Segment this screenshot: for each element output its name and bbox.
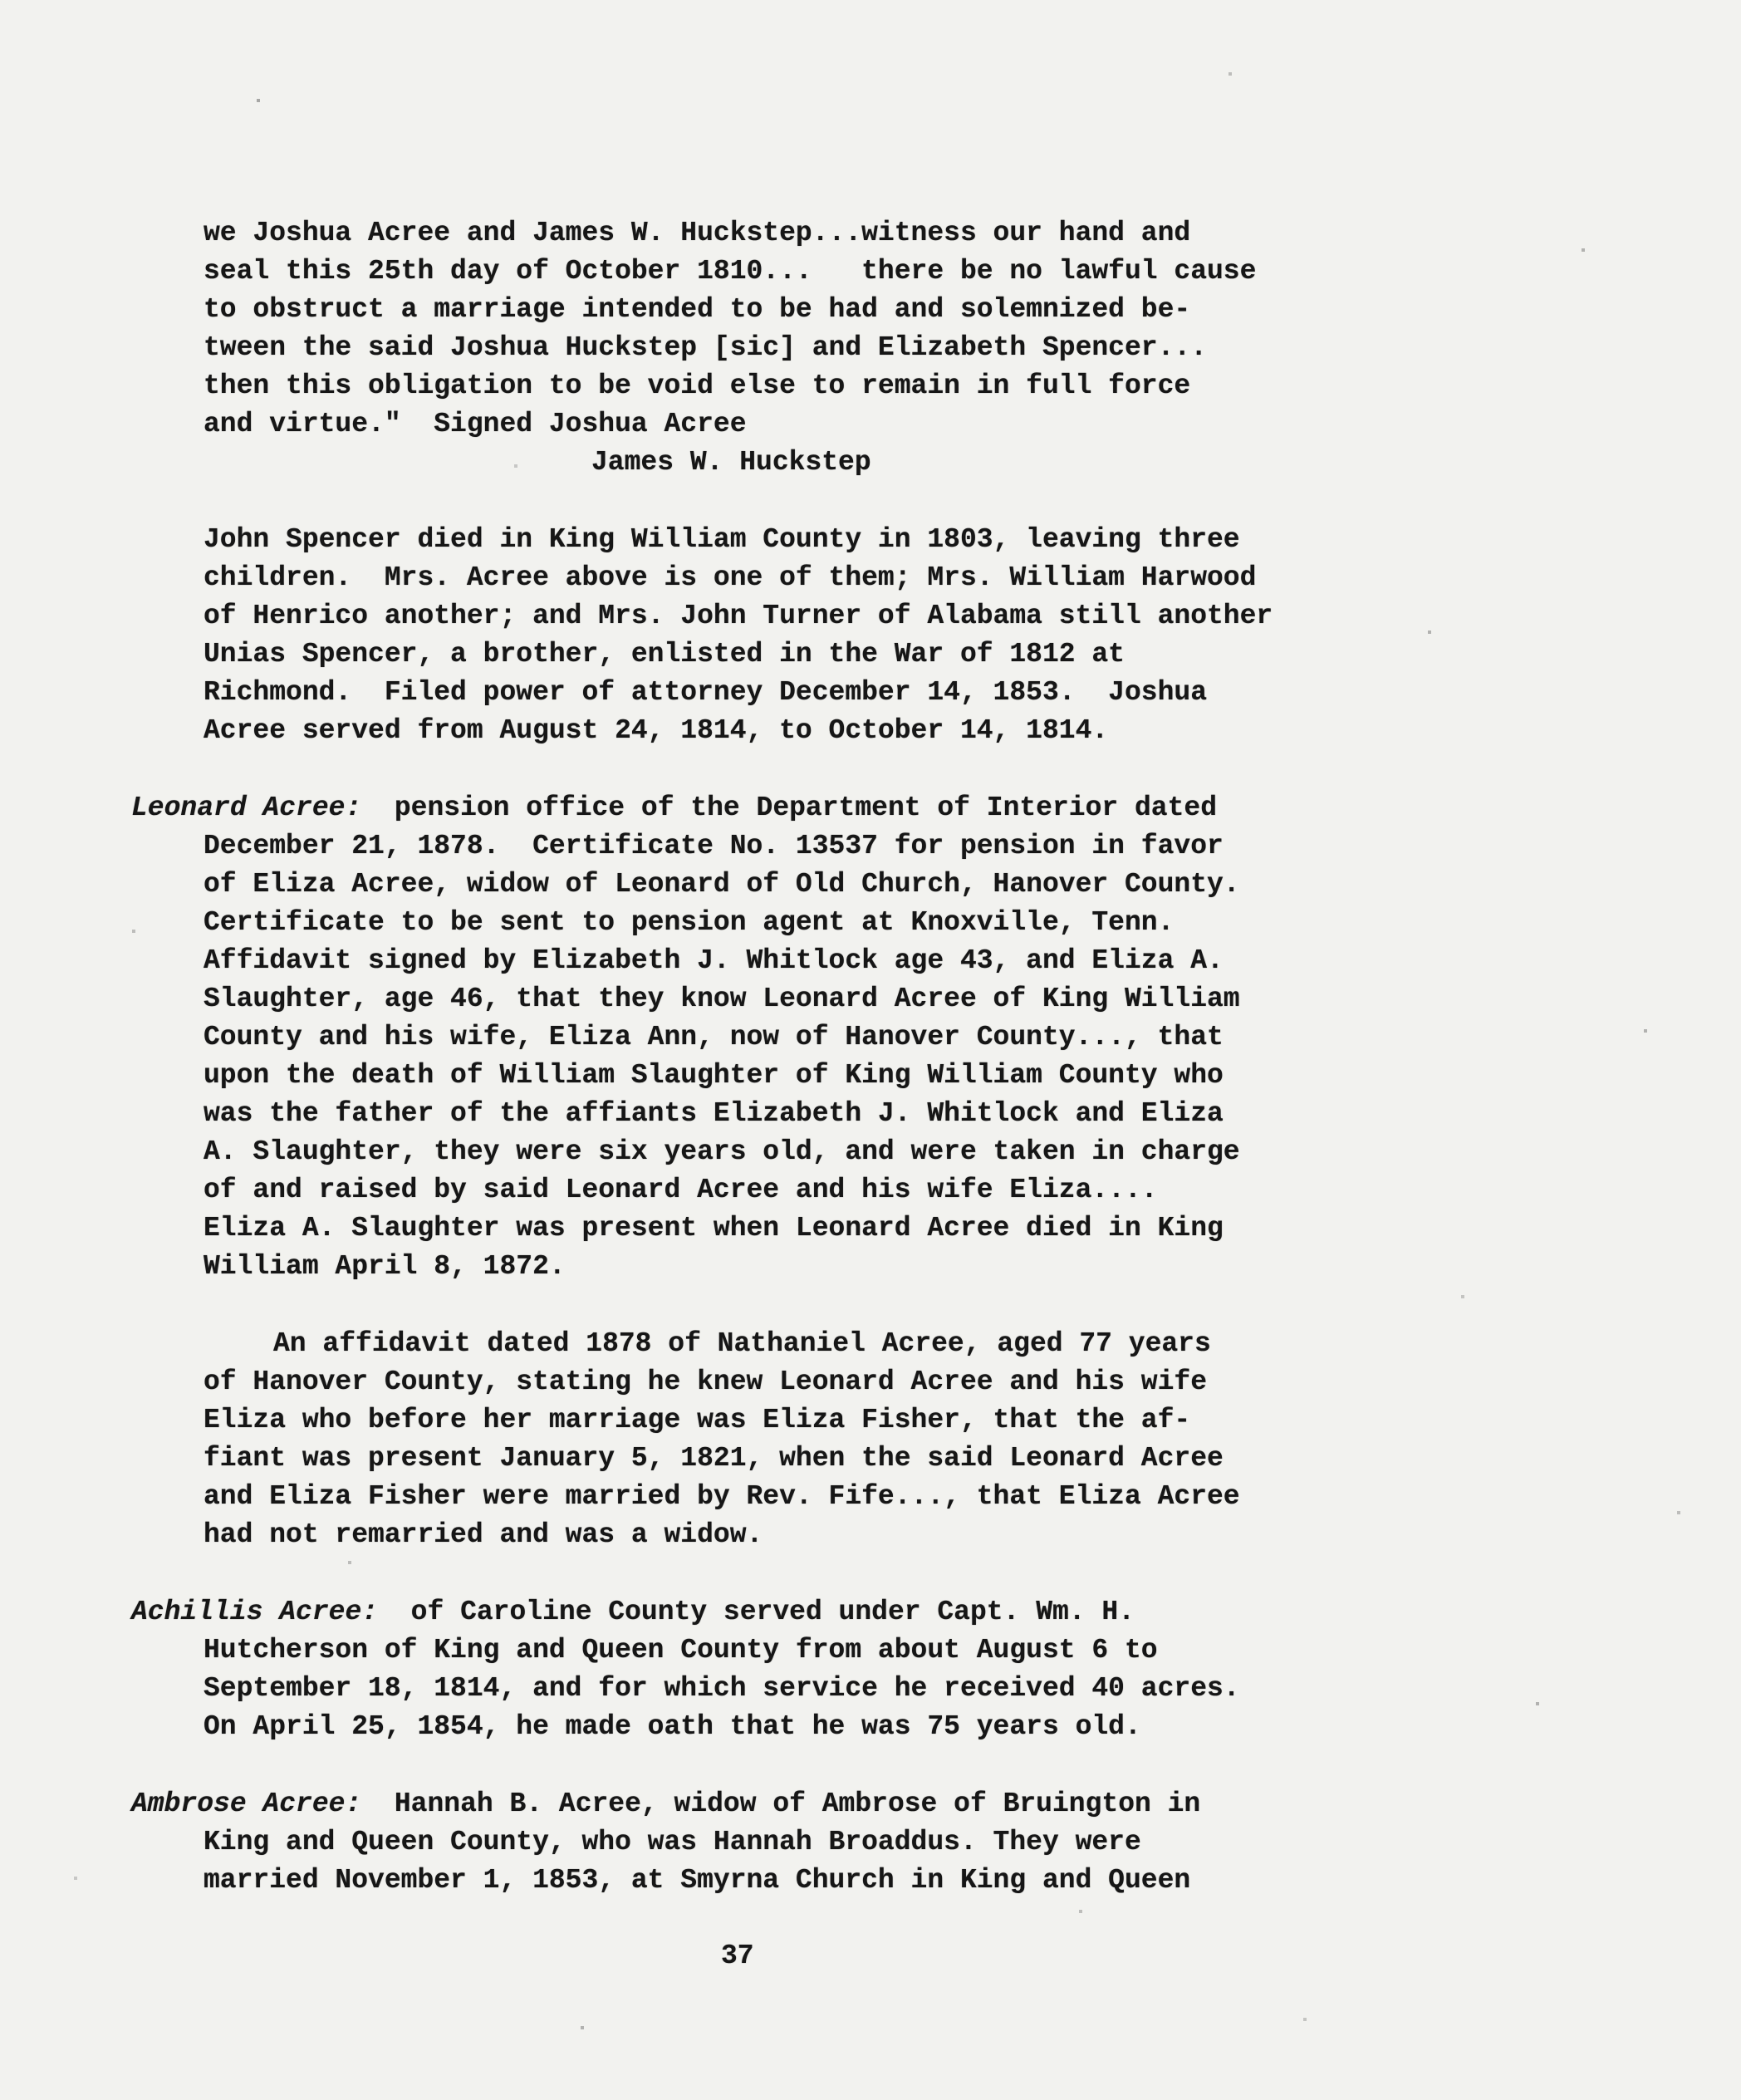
text-line: A. Slaughter, they were six years old, and were taken in charge [204,1136,1240,1167]
text-line: December 21, 1878. Certificate No. 13537 for pension in favor [204,831,1224,861]
entry-name-achillis-acree: Achillis Acree: [131,1597,379,1627]
text-line: to obstruct a marriage intended to be had and solemnized be- [204,294,1191,325]
text-line: An affidavit dated 1878 of Nathaniel Acree, aged 77 years [273,1328,1211,1359]
text-line: children. Mrs. Acree above is one of them; Mrs. William Harwood [204,562,1257,593]
entry-first-line-text: Hannah B. Acree, widow of Ambrose of Bruington in [361,1788,1201,1819]
text-line: Acree served from August 24, 1814, to October 14, 1814. [204,715,1109,746]
blockquote-marriage-bond [204,214,1741,482]
text-line: upon the death of William Slaughter of King William County who [204,1060,1224,1091]
text-line: of Hanover County, stating he knew Leonard Acree and his wife [204,1366,1207,1397]
entry-achillis-acree [131,1593,1741,1746]
entry-ambrose-acree [131,1785,1741,1900]
text-line: Certificate to be sent to pension agent at Knoxville, Tenn. [204,907,1175,938]
text-line: Richmond. Filed power of attorney December 14, 1853. Joshua [204,677,1207,708]
text-line: Eliza A. Slaughter was present when Leonard Acree died in King [204,1213,1224,1244]
entry-name-ambrose-acree: Ambrose Acree: [131,1788,362,1819]
entry-name-leonard-acree: Leonard Acree: [131,792,362,823]
entry-first-line [131,789,1741,827]
text-line: Eliza who before her marriage was Eliza Fisher, that the af- [204,1405,1191,1435]
paragraph-nathaniel-affidavit [204,1325,1741,1554]
text-line: and virtue." Signed Joshua Acree [204,409,747,439]
entry-first-line-text: of Caroline County served under Capt. Wm. H. [378,1597,1135,1627]
entry-first-line [131,1593,1741,1631]
text-line: On April 25, 1854, he made oath that he was 75 years old. [204,1711,1141,1742]
entry-leonard-acree [131,789,1741,1286]
text-line: Affidavit signed by Elizabeth J. Whitlock age 43, and Eliza A. [204,945,1224,976]
text-line: Hutcherson of King and Queen County from about August 6 to [204,1635,1158,1666]
text-line: William April 8, 1872. [204,1251,566,1282]
entry-first-line-text: pension office of the Department of Interior dated [361,792,1218,823]
text-line: Unias Spencer, a brother, enlisted in the War of 1812 at [204,639,1125,670]
page-number: 37 [721,1941,754,1971]
text-line: tween the said Joshua Huckstep [sic] and Elizabeth Spencer... [204,332,1207,363]
text-line: then this obligation to be void else to remain in full force [204,370,1191,401]
text-line: was the father of the affiants Elizabeth J. Whitlock and Eliza [204,1098,1224,1129]
paragraph-john-spencer [204,521,1741,750]
text-line: we Joshua Acree and James W. Huckstep...witness our hand and [204,218,1191,248]
text-line: and Eliza Fisher were married by Rev. Fife..., that Eliza Acree [204,1481,1240,1512]
text-line: had not remarried and was a widow. [204,1519,763,1550]
text-line: Slaughter, age 46, that they know Leonard Acree of King William [204,984,1240,1014]
entry-first-line [131,1785,1741,1823]
text-line: of Henrico another; and Mrs. John Turner of Alabama still another [204,601,1273,631]
signature-line: James W. Huckstep [591,447,871,478]
text-line: John Spencer died in King William County in 1803, leaving three [204,524,1240,555]
text-line: fiant was present January 5, 1821, when the said Leonard Acree [204,1443,1224,1474]
text-line: September 18, 1814, and for which service he received 40 acres. [204,1673,1240,1704]
text-line: married November 1, 1853, at Smyrna Church in King and Queen [204,1865,1191,1896]
text-line: of and raised by said Leonard Acree and his wife Eliza.... [204,1175,1158,1205]
text-line: King and Queen County, who was Hannah Broaddus. They were [204,1827,1141,1857]
text-line: County and his wife, Eliza Ann, now of Hanover County..., that [204,1022,1224,1052]
text-line: seal this 25th day of October 1810... there be no lawful cause [204,256,1257,287]
text-line: of Eliza Acree, widow of Leonard of Old Church, Hanover County. [204,869,1240,900]
